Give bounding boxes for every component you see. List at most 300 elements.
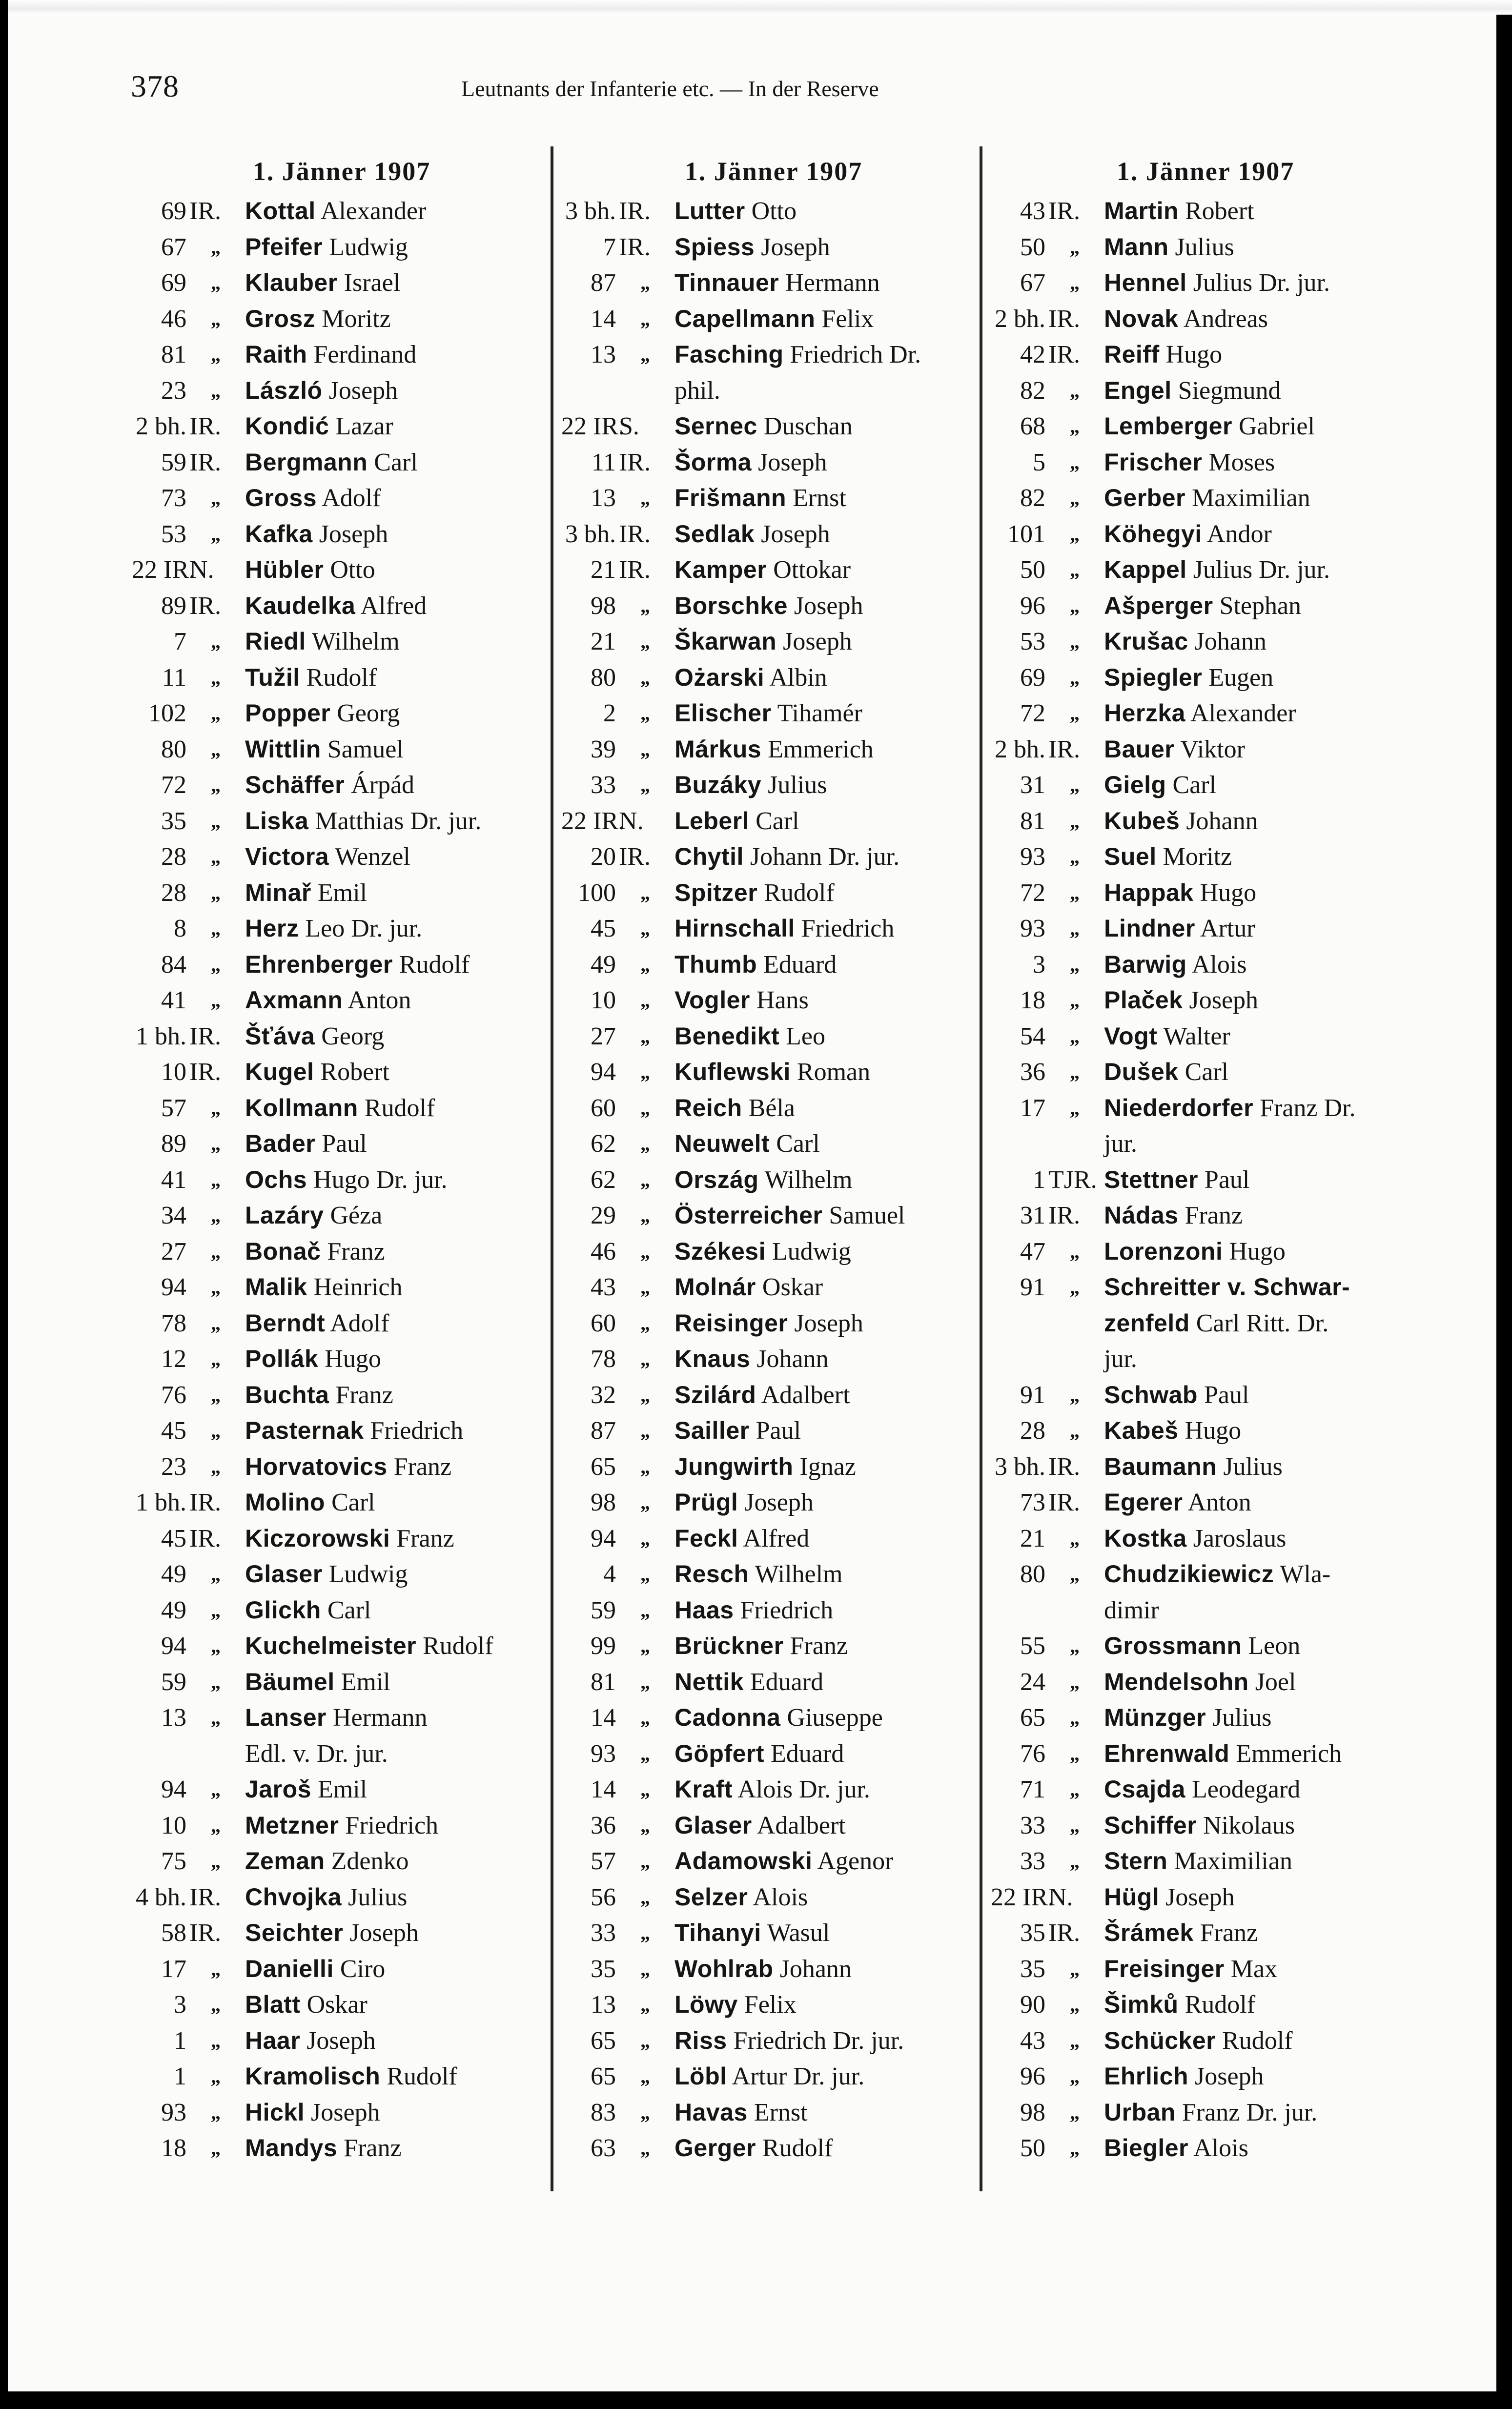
roster-entry bbox=[132, 2059, 552, 2095]
surname: Bäumel bbox=[245, 1668, 335, 1695]
officer-name bbox=[245, 1413, 463, 1449]
regiment-number: 42 bbox=[1020, 341, 1045, 368]
unit-type: IR. bbox=[1048, 305, 1080, 333]
surname: Urban bbox=[1104, 2098, 1176, 2126]
given-name: Siegmund bbox=[1178, 376, 1281, 405]
roster-entry bbox=[132, 408, 552, 445]
officer-name bbox=[674, 982, 809, 1019]
roster-entry bbox=[991, 875, 1420, 911]
regiment-number: 14 bbox=[591, 1776, 616, 1803]
regiment-number: 98 bbox=[591, 592, 616, 620]
unit-type: IR. bbox=[189, 197, 221, 225]
unit-type: „ bbox=[211, 379, 221, 402]
officer-name bbox=[245, 911, 422, 947]
given-name: Samuel bbox=[327, 735, 404, 763]
regiment-number: 53 bbox=[1020, 628, 1045, 655]
unit-type: IR. bbox=[1048, 341, 1080, 368]
surname: Spiess bbox=[674, 233, 755, 261]
given-name: Ciro bbox=[340, 1955, 386, 1983]
unit-type: IR. bbox=[189, 1524, 221, 1552]
surname: Egerer bbox=[1104, 1489, 1183, 1516]
roster-entry bbox=[132, 875, 552, 911]
regiment-number: 45 bbox=[591, 915, 616, 942]
surname: Cadonna bbox=[674, 1704, 781, 1731]
regiment-number: 102 bbox=[148, 699, 186, 727]
roster-entry bbox=[991, 1843, 1420, 1879]
officer-name bbox=[674, 1592, 833, 1629]
unit-type: IR. bbox=[619, 233, 651, 261]
roster-entry bbox=[991, 1485, 1420, 1521]
officer-name bbox=[245, 767, 414, 803]
regiment-number: 91 bbox=[1020, 1381, 1045, 1409]
officer-name bbox=[1104, 408, 1315, 445]
given-name: Alfred bbox=[743, 1524, 810, 1552]
roster-entry bbox=[132, 1700, 552, 1736]
given-name: Rudolf bbox=[764, 878, 835, 907]
roster-entry bbox=[132, 732, 552, 768]
roster-entry bbox=[991, 265, 1420, 301]
surname: Danielli bbox=[245, 1955, 334, 1982]
regiment-number: 93 bbox=[591, 1739, 616, 1768]
roster-entry bbox=[132, 660, 552, 696]
given-name: Moses bbox=[1208, 448, 1275, 476]
surname: Baumann bbox=[1104, 1452, 1217, 1480]
roster-entry bbox=[561, 588, 986, 624]
given-name: Johann Dr. jur. bbox=[750, 843, 900, 871]
surname: Neuwelt bbox=[674, 1130, 770, 1157]
given-name: Roman bbox=[797, 1058, 871, 1086]
unit-type: „ bbox=[211, 2137, 221, 2159]
unit-type: „ bbox=[1070, 631, 1080, 653]
surname: Šimků bbox=[1104, 1991, 1179, 2018]
regiment-number: 2 bbox=[603, 699, 616, 727]
given-name: Carl bbox=[756, 807, 799, 835]
roster-entry bbox=[561, 911, 986, 947]
given-name: Franz bbox=[344, 2134, 402, 2162]
roster-entry bbox=[561, 1843, 986, 1879]
officer-name bbox=[1104, 1306, 1328, 1342]
officer-name bbox=[245, 552, 375, 588]
surname: Ehrlich bbox=[1104, 2062, 1188, 2090]
unit-type: „ bbox=[211, 1133, 221, 1155]
regiment-number: 7 bbox=[174, 628, 186, 655]
roster-entry bbox=[991, 1449, 1420, 1485]
officer-name bbox=[1104, 1772, 1300, 1808]
officer-name bbox=[245, 1521, 454, 1557]
given-name: Stephan bbox=[1219, 592, 1302, 620]
officer-name bbox=[245, 1664, 390, 1700]
surname: Spiegler bbox=[1104, 663, 1203, 691]
given-name: Emil bbox=[317, 878, 367, 907]
roster-entry bbox=[132, 1126, 552, 1162]
unit-type: „ bbox=[211, 918, 221, 939]
regiment-number: 3 bh. bbox=[565, 520, 616, 548]
regiment-number: 69 bbox=[161, 197, 186, 225]
roster-entry bbox=[561, 1628, 986, 1664]
roster-entry bbox=[991, 947, 1420, 983]
given-name: Friedrich bbox=[345, 1811, 439, 1839]
roster-entry bbox=[991, 1808, 1420, 1844]
given-name: Carl Ritt. Dr. bbox=[1196, 1309, 1329, 1337]
given-name: Carl bbox=[331, 1489, 375, 1516]
roster-entry bbox=[132, 301, 552, 337]
roster-entry bbox=[561, 1808, 986, 1844]
roster-entry bbox=[561, 1521, 986, 1557]
given-name: Carl bbox=[374, 448, 418, 476]
given-name: Julius Dr. jur. bbox=[1193, 269, 1330, 297]
given-name: Duschan bbox=[763, 412, 853, 440]
given-name: Friedrich Dr. jur. bbox=[733, 2026, 904, 2055]
given-name: Leodegard bbox=[1191, 1776, 1301, 1803]
regiment-number: 65 bbox=[591, 2062, 616, 2090]
given-name: Hugo bbox=[1229, 1237, 1286, 1266]
surname: Adamowski bbox=[674, 1847, 813, 1875]
surname: Lazáry bbox=[245, 1202, 324, 1229]
surname: Jaroš bbox=[245, 1776, 311, 1803]
unit-type: „ bbox=[1070, 810, 1080, 832]
regiment-number: 22 IR. bbox=[132, 556, 195, 584]
surname: Kiczorowski bbox=[245, 1524, 390, 1552]
unit-type: „ bbox=[640, 666, 650, 689]
officer-name bbox=[674, 1126, 820, 1162]
officer-name bbox=[674, 1628, 848, 1664]
given-name: Robert bbox=[1185, 197, 1254, 225]
given-name: Albin bbox=[769, 663, 827, 692]
regiment-number: 5 bbox=[1033, 448, 1045, 476]
roster-entry bbox=[561, 1019, 986, 1055]
given-name: Anton bbox=[1187, 1489, 1251, 1516]
surname: Havas bbox=[674, 2098, 748, 2126]
given-name: Joseph bbox=[328, 376, 398, 405]
unit-type: „ bbox=[211, 1958, 221, 1980]
roster-column-2 bbox=[561, 155, 986, 2166]
roster-entry bbox=[561, 1234, 986, 1270]
officer-name bbox=[245, 1879, 407, 1916]
given-name: Julius bbox=[1212, 1704, 1272, 1732]
surname: Lanser bbox=[245, 1704, 327, 1731]
officer-name bbox=[1104, 767, 1216, 803]
roster-entry bbox=[132, 1987, 552, 2023]
surname: Jungwirth bbox=[674, 1452, 794, 1480]
roster-entry bbox=[991, 1090, 1420, 1126]
regiment-number: 13 bbox=[591, 484, 616, 512]
given-name: Hugo bbox=[325, 1345, 381, 1373]
unit-type: „ bbox=[1070, 594, 1080, 617]
unit-type: „ bbox=[1070, 1742, 1080, 1765]
unit-type: „ bbox=[211, 1671, 221, 1693]
roster-entry bbox=[991, 2059, 1420, 2095]
entry-continuation: Edl. v. Dr. jur. bbox=[245, 1739, 388, 1768]
scan-right-edge bbox=[1496, 15, 1512, 2409]
surname: Malik bbox=[245, 1273, 307, 1301]
surname: Gielg bbox=[1104, 771, 1166, 798]
roster-entry bbox=[561, 875, 986, 911]
surname: Herzka bbox=[1104, 699, 1185, 727]
given-name: Franz bbox=[327, 1237, 385, 1266]
roster-entry bbox=[991, 1592, 1420, 1629]
given-name: Wilhelm bbox=[764, 1165, 853, 1194]
entry-continuation: phil. bbox=[674, 376, 720, 405]
officer-name bbox=[674, 1485, 814, 1521]
given-name: Ignaz bbox=[799, 1452, 856, 1481]
officer-name bbox=[245, 1234, 385, 1270]
surname: Bergmann bbox=[245, 448, 368, 476]
unit-type: IR. bbox=[189, 412, 221, 440]
roster-entry bbox=[991, 588, 1420, 624]
surname: Liska bbox=[245, 807, 309, 835]
surname: Schiffer bbox=[1104, 1811, 1197, 1839]
officer-name bbox=[245, 1592, 371, 1629]
unit-type: IR. bbox=[189, 1919, 221, 1947]
unit-type: „ bbox=[640, 2137, 650, 2159]
officer-name bbox=[1104, 624, 1267, 660]
roster-column-1 bbox=[132, 155, 552, 2166]
regiment-number: 35 bbox=[161, 807, 186, 835]
given-name: Franz bbox=[335, 1381, 393, 1409]
entry-continuation: dimir bbox=[1104, 1596, 1159, 1624]
given-name: Anton bbox=[347, 986, 411, 1014]
roster-entry bbox=[991, 695, 1420, 732]
regiment-number: 41 bbox=[161, 1165, 186, 1194]
given-name: Gabriel bbox=[1238, 412, 1315, 440]
unit-type: „ bbox=[211, 307, 221, 330]
officer-name bbox=[1104, 1054, 1228, 1090]
regiment-number: 27 bbox=[161, 1237, 186, 1266]
roster-entry bbox=[561, 1951, 986, 1987]
scan-top-edge bbox=[8, 0, 1512, 15]
regiment-number: 11 bbox=[591, 448, 616, 476]
roster-entry bbox=[132, 767, 552, 803]
roster-entry bbox=[991, 1700, 1420, 1736]
unit-type: „ bbox=[1070, 989, 1080, 1011]
regiment-number: 63 bbox=[591, 2134, 616, 2162]
surname: Chvojka bbox=[245, 1883, 342, 1911]
unit-type: „ bbox=[640, 1061, 650, 1083]
unit-type: TJR. bbox=[1048, 1165, 1097, 1194]
roster-entry bbox=[561, 1736, 986, 1772]
officer-name bbox=[1104, 1521, 1286, 1557]
given-name: Lazar bbox=[335, 412, 393, 440]
surname: Lutter bbox=[674, 197, 745, 225]
roster-entry bbox=[991, 1521, 1420, 1557]
surname: Tihanyi bbox=[674, 1919, 761, 1946]
regiment-number: 34 bbox=[161, 1202, 186, 1229]
surname: Martin bbox=[1104, 197, 1179, 225]
given-name: Rudolf bbox=[423, 1632, 493, 1660]
officer-name bbox=[674, 1664, 823, 1700]
officer-name bbox=[1104, 1628, 1300, 1664]
roster-entry bbox=[991, 982, 1420, 1019]
regiment-number: 21 bbox=[591, 628, 616, 655]
given-name: Otto bbox=[751, 197, 797, 225]
roster-entry bbox=[132, 1162, 552, 1198]
surname: Hickl bbox=[245, 2098, 305, 2126]
surname: Buzáky bbox=[674, 771, 762, 798]
surname: Márkus bbox=[674, 735, 762, 763]
regiment-number: 8 bbox=[174, 915, 186, 942]
unit-type: „ bbox=[211, 774, 221, 796]
officer-name bbox=[1104, 229, 1234, 265]
unit-type: „ bbox=[1070, 1850, 1080, 1872]
officer-name bbox=[674, 1879, 808, 1916]
roster-entry bbox=[561, 408, 986, 445]
unit-type: „ bbox=[640, 307, 650, 330]
given-name: Felix bbox=[821, 305, 874, 333]
surname: Göpfert bbox=[674, 1739, 765, 1767]
surname: Minař bbox=[245, 878, 311, 906]
regiment-number: 98 bbox=[591, 1489, 616, 1516]
officer-name bbox=[1104, 552, 1330, 588]
roster-entry bbox=[561, 947, 986, 983]
officer-name bbox=[674, 1915, 830, 1951]
roster-entry bbox=[132, 1485, 552, 1521]
unit-type: S. bbox=[619, 412, 639, 440]
regiment-number: 90 bbox=[1020, 1991, 1045, 2019]
officer-name bbox=[674, 1090, 795, 1126]
given-name: Paul bbox=[1204, 1381, 1249, 1409]
surname: Vogt bbox=[1104, 1022, 1158, 1050]
unit-type: „ bbox=[640, 918, 650, 939]
surname: Plaček bbox=[1104, 986, 1183, 1014]
given-name: Giuseppe bbox=[787, 1704, 883, 1732]
roster-entry bbox=[132, 1234, 552, 1270]
officer-name bbox=[245, 1628, 493, 1664]
unit-type: „ bbox=[640, 1671, 650, 1693]
given-name: Otto bbox=[330, 556, 375, 584]
given-name: Alfred bbox=[360, 592, 427, 620]
given-name: Alexander bbox=[320, 197, 427, 225]
unit-type: „ bbox=[211, 1778, 221, 1800]
regiment-number: 13 bbox=[161, 1704, 186, 1732]
surname: Prügl bbox=[674, 1489, 738, 1516]
surname: Ochs bbox=[245, 1165, 307, 1193]
given-name: Eugen bbox=[1208, 663, 1274, 692]
roster-entry bbox=[132, 1736, 552, 1772]
unit-type: „ bbox=[1070, 666, 1080, 689]
roster-entry bbox=[991, 1234, 1420, 1270]
unit-type: „ bbox=[1070, 1707, 1080, 1729]
unit-type: „ bbox=[1070, 1814, 1080, 1837]
unit-type: „ bbox=[1070, 523, 1080, 545]
regiment-number: 22 IR. bbox=[561, 807, 625, 835]
officer-name bbox=[245, 1556, 408, 1592]
regiment-number: 60 bbox=[591, 1309, 616, 1337]
officer-name bbox=[1104, 1951, 1277, 1987]
given-name: Leo bbox=[786, 1022, 826, 1050]
surname: Frišmann bbox=[674, 484, 787, 511]
officer-name bbox=[674, 1951, 852, 1987]
given-name: Joseph bbox=[758, 448, 827, 476]
unit-type: „ bbox=[1070, 1240, 1080, 1263]
roster-entry bbox=[132, 1198, 552, 1234]
unit-type: „ bbox=[1070, 846, 1080, 868]
roster-entry bbox=[561, 1772, 986, 1808]
unit-type: „ bbox=[640, 1240, 650, 1263]
unit-type: „ bbox=[211, 1850, 221, 1872]
surname: Happak bbox=[1104, 878, 1194, 906]
officer-name bbox=[245, 516, 388, 552]
roster-entry bbox=[991, 732, 1420, 768]
surname: Kramolisch bbox=[245, 2062, 381, 2090]
regiment-number: 57 bbox=[161, 1094, 186, 1122]
given-name: Paul bbox=[1204, 1165, 1250, 1194]
given-name: Joseph bbox=[794, 592, 863, 620]
unit-type: „ bbox=[1070, 1778, 1080, 1800]
officer-name bbox=[1104, 2130, 1248, 2166]
roster-entry bbox=[132, 1269, 552, 1306]
regiment-number: 10 bbox=[591, 986, 616, 1014]
unit-type: „ bbox=[1070, 1527, 1080, 1550]
roster-entry bbox=[991, 1162, 1420, 1198]
roster-entry bbox=[132, 1843, 552, 1879]
unit-type: „ bbox=[640, 487, 650, 509]
roster-entry bbox=[561, 2130, 986, 2166]
surname: Ország bbox=[674, 1165, 759, 1193]
regiment-number: 43 bbox=[1020, 2026, 1045, 2055]
surname: Engel bbox=[1104, 376, 1172, 404]
roster-entry bbox=[991, 1736, 1420, 1772]
regiment-number: 89 bbox=[161, 1130, 186, 1158]
roster-entry bbox=[991, 445, 1420, 481]
given-name: Eduard bbox=[771, 1739, 844, 1768]
surname: Kraft bbox=[674, 1776, 733, 1803]
officer-name bbox=[674, 1054, 870, 1090]
officer-name bbox=[1104, 1090, 1355, 1126]
surname: Wittlin bbox=[245, 735, 321, 763]
surname: Lorenzoni bbox=[1104, 1237, 1223, 1265]
regiment-number: 94 bbox=[591, 1524, 616, 1552]
regiment-number: 78 bbox=[591, 1345, 616, 1373]
surname: Ašperger bbox=[1104, 592, 1213, 619]
unit-type: „ bbox=[640, 1133, 650, 1155]
unit-type: „ bbox=[640, 1742, 650, 1765]
surname: Mendelsohn bbox=[1104, 1668, 1249, 1695]
officer-name bbox=[1104, 1556, 1330, 1592]
regiment-number: 93 bbox=[1020, 915, 1045, 942]
given-name: Johann bbox=[1194, 628, 1267, 655]
surname: László bbox=[245, 376, 323, 404]
regiment-number: 82 bbox=[1020, 376, 1045, 405]
roster-entry bbox=[132, 1521, 552, 1557]
regiment-number: 80 bbox=[1020, 1560, 1045, 1588]
regiment-number: 10 bbox=[161, 1811, 186, 1839]
unit-type: „ bbox=[640, 1527, 650, 1550]
officer-name bbox=[1104, 2059, 1264, 2095]
regiment-number: 68 bbox=[1020, 412, 1045, 440]
roster-entry bbox=[132, 2095, 552, 2131]
officer-name bbox=[245, 588, 427, 624]
regiment-number: 10 bbox=[161, 1058, 186, 1086]
unit-type: „ bbox=[211, 1455, 221, 1478]
regiment-number: 13 bbox=[591, 1991, 616, 2019]
surname: Benedikt bbox=[674, 1022, 780, 1050]
surname: Barwig bbox=[1104, 950, 1187, 978]
roster-entry bbox=[132, 695, 552, 732]
unit-type: „ bbox=[640, 1420, 650, 1442]
unit-type: „ bbox=[211, 1994, 221, 2016]
column-heading: 1. Jänner 1907 bbox=[1116, 157, 1295, 186]
officer-name bbox=[1104, 1269, 1350, 1306]
roster-entry bbox=[561, 803, 986, 839]
roster-entry bbox=[561, 480, 986, 516]
regiment-number: 62 bbox=[591, 1130, 616, 1158]
given-name: Joseph bbox=[744, 1489, 814, 1516]
roster-entry bbox=[991, 337, 1420, 373]
given-name: Leon bbox=[1248, 1632, 1301, 1660]
regiment-number: 4 bbox=[603, 1560, 616, 1588]
unit-type: „ bbox=[211, 2029, 221, 2052]
unit-type: IR. bbox=[1048, 1919, 1080, 1947]
